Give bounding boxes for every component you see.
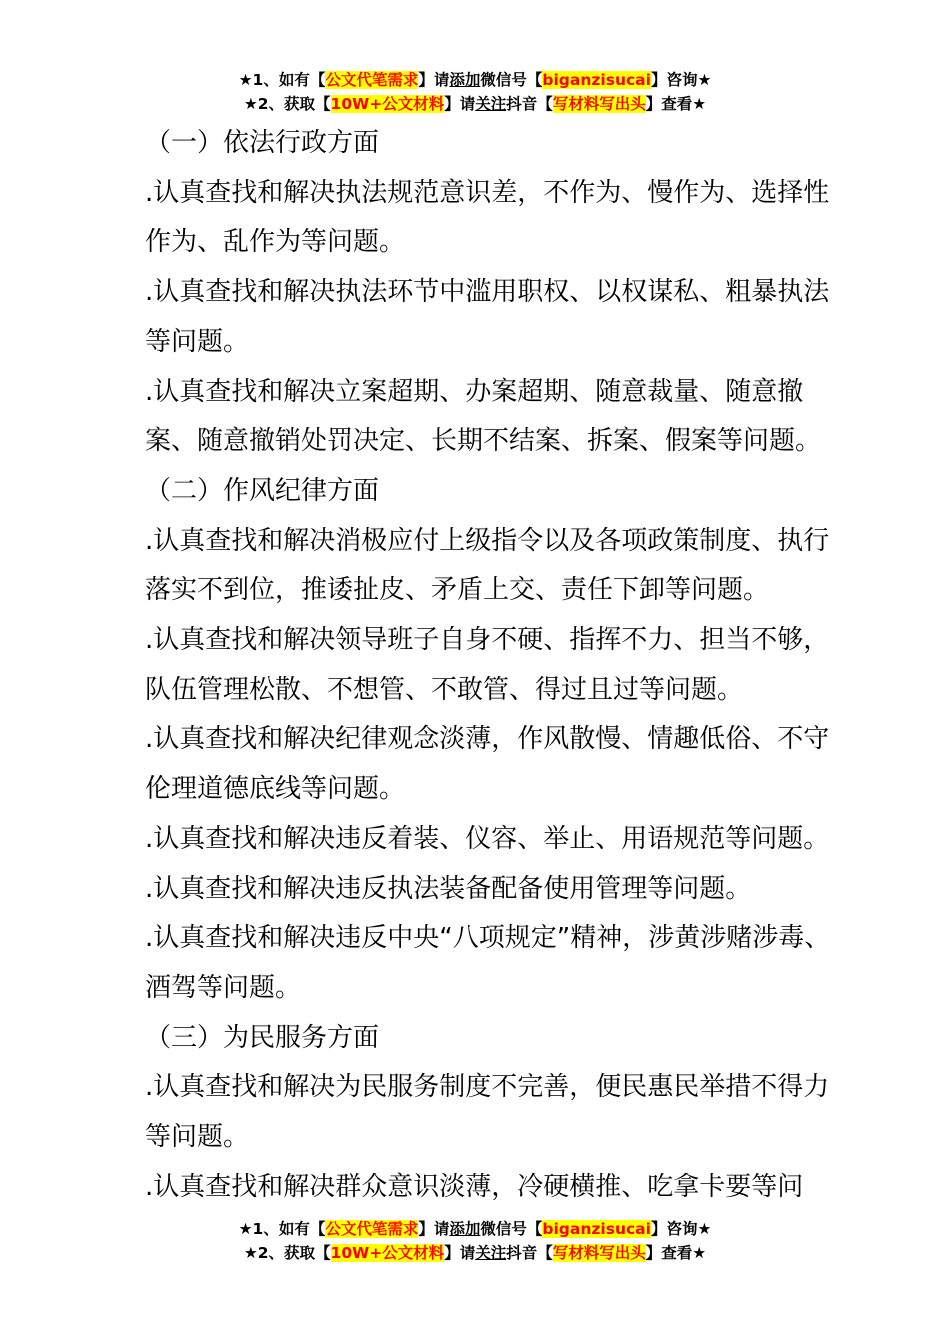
paragraph-10: .认真查找和解决为民服务制度不完善，便民惠民举措不得力等问题。	[145, 1072, 830, 1153]
section-heading-1: （一）依法行政方面	[145, 128, 380, 158]
highlight-wechat-id: biganzisucai	[542, 1220, 651, 1238]
highlight-wechat-id: biganzisucai	[542, 71, 651, 89]
banner-line-1: ★1、如有【公文代笔需求】请添加微信号【biganzisucai】咨询★	[238, 71, 712, 89]
banner-line-2: ★2、获取【10W+公文材料】请关注抖音【写材料写出头】查看★	[243, 95, 707, 113]
highlight-service: 公文代笔需求	[325, 1220, 419, 1238]
section-heading-2: （二）作风纪律方面	[145, 475, 380, 506]
paragraph-7: .认真查找和解决违反着装、仪容、举止、用语规范等问题。	[145, 823, 830, 854]
banner-line-2: ★2、获取【10W+公文材料】请关注抖音【写材料写出头】查看★	[243, 1244, 707, 1262]
highlight-service: 公文代笔需求	[325, 71, 419, 89]
header-banner	[0, 68, 950, 116]
paragraph-5: .认真查找和解决领导班子自身不硬、指挥不力、担当不够，队伍管理松散、不想管、不敢管、得过且过等问题。	[145, 625, 830, 705]
paragraph-11: .认真查找和解决群众意识淡薄，冷硬横推、吃拿卡要等问	[145, 1171, 804, 1202]
paragraph-8: .认真查找和解决违反执法装备配备使用管理等问题。	[145, 873, 752, 904]
highlight-materials: 10W+公文材料	[330, 95, 445, 113]
paragraph-1: .认真查找和解决执法规范意识差，不作为、慢作为、选择性作为、乱作为等问题。	[145, 177, 830, 258]
paragraph-3: .认真查找和解决立案超期、办案超期、随意裁量、随意撤案、随意撤销处罚决定、长期不结案、拆案、假案等问题。	[145, 376, 822, 457]
footer-banner	[0, 1217, 950, 1265]
banner-line-1: ★1、如有【公文代笔需求】请添加微信号【biganzisucai】咨询★	[238, 1220, 712, 1238]
paragraph-9: .认真查找和解决违反中央“八项规定”精神，涉黄涉赌涉毒、酒驾等问题。	[145, 923, 831, 1003]
paragraph-2: .认真查找和解决执法环节中滥用职权、以权谋私、粗暴执法等问题。	[145, 277, 830, 357]
document-body	[145, 119, 835, 1212]
paragraph-6: .认真查找和解决纪律观念淡薄，作风散慢、情趣低俗、不守伦理道德底线等问题。	[145, 724, 830, 805]
section-heading-3: （三）为民服务方面	[145, 1022, 380, 1053]
paragraph-4: .认真查找和解决消极应付上级指令以及各项政策制度、执行落实不到位，推诿扯皮、矛盾上交、责任下卸等问题。	[145, 525, 830, 606]
highlight-douyin-account: 写材料写出头	[552, 1244, 646, 1262]
highlight-douyin-account: 写材料写出头	[552, 95, 646, 113]
highlight-materials: 10W+公文材料	[330, 1244, 445, 1262]
